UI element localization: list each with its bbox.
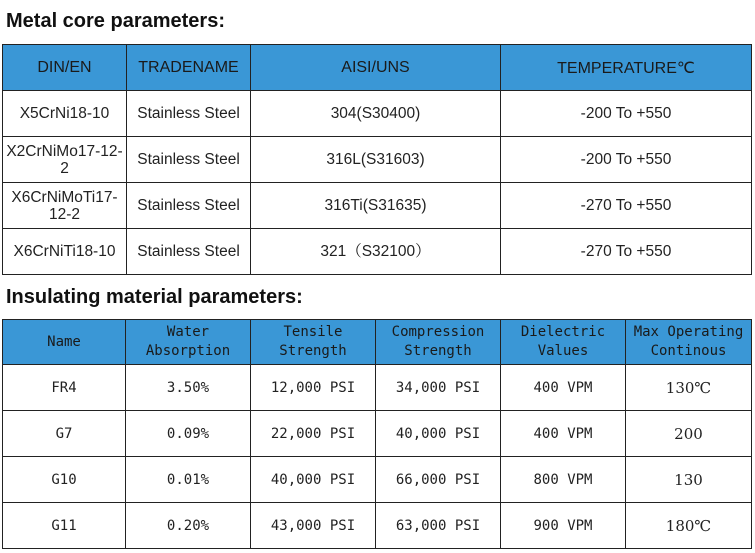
header-name [3,320,126,365]
header-temperature: TEMPERATURE℃ [501,45,752,91]
header-line: Dielectric [520,324,606,340]
cell-din-en: X6CrNiTi18-10 [3,229,127,275]
cell-tradename: Stainless Steel [127,137,251,183]
cell-water-absorption: 0.01% [126,457,251,503]
cell-max-operating: 130 [626,457,752,503]
table-row [3,503,752,549]
cell-tensile-strength: 22,000 PSI [251,411,376,457]
cell-tradename: Stainless Steel [127,91,251,137]
cell-dielectric-values: 400 VPM [501,411,626,457]
table-row [3,365,752,411]
table-row [3,411,752,457]
insulating-material-table [2,319,752,549]
metal-header-row [3,45,752,91]
cell-aisi-uns: 316L(S31603) [251,137,501,183]
header-line: Tensile [283,324,343,340]
cell-max-operating: 200 [626,411,752,457]
cell-name: FR4 [3,365,126,411]
header-max-operating [626,320,752,365]
cell-temperature: -200 To +550 [501,137,752,183]
header-tradename: TRADENAME [127,45,251,91]
header-din-en: DIN/EN [3,45,127,91]
cell-compression-strength: 34,000 PSI [376,365,501,411]
cell-name: G11 [3,503,126,549]
cell-tradename: Stainless Steel [127,183,251,229]
cell-tensile-strength: 43,000 PSI [251,503,376,549]
header-compression-strength [376,320,501,365]
cell-din-en: X5CrNi18-10 [3,91,127,137]
cell-tradename: Stainless Steel [127,229,251,275]
cell-name: G10 [3,457,126,503]
cell-compression-strength: 63,000 PSI [376,503,501,549]
table-row [3,137,752,183]
cell-max-operating: 130℃ [626,365,752,411]
header-line: Strength [279,343,347,359]
header-dielectric-values [501,320,626,365]
header-tensile-strength [251,320,376,365]
insulating-material-title: Insulating material parameters: [6,286,303,308]
cell-water-absorption: 0.09% [126,411,251,457]
header-aisi-uns: AISI/UNS [251,45,501,91]
table-row [3,457,752,503]
cell-compression-strength: 66,000 PSI [376,457,501,503]
cell-water-absorption: 3.50% [126,365,251,411]
cell-water-absorption: 0.20% [126,503,251,549]
cell-aisi-uns: 316Ti(S31635) [251,183,501,229]
cell-tensile-strength: 40,000 PSI [251,457,376,503]
metal-core-title: Metal core parameters: [6,10,225,32]
cell-aisi-uns: 321（S32100） [251,229,501,275]
cell-name: G7 [3,411,126,457]
cell-din-en: X6CrNiMoTi17-12-2 [3,183,127,229]
metal-core-table [2,44,752,275]
header-line: Compression [391,324,485,340]
cell-tensile-strength: 12,000 PSI [251,365,376,411]
cell-aisi-uns: 304(S30400) [251,91,501,137]
insulating-header-row [3,320,752,365]
cell-temperature: -200 To +550 [501,91,752,137]
cell-temperature: -270 To +550 [501,229,752,275]
cell-dielectric-values: 800 VPM [501,457,626,503]
header-line: Water [166,324,210,340]
header-line: Continous [650,343,727,359]
header-water-absorption [126,320,251,365]
header-line: Max Operating [633,324,744,340]
cell-temperature: -270 To +550 [501,183,752,229]
header-line: Absorption [145,343,231,359]
header-line: Values [537,343,589,359]
cell-dielectric-values: 400 VPM [501,365,626,411]
cell-din-en: X2CrNiMo17-12-2 [3,137,127,183]
table-row [3,183,752,229]
header-line: Strength [404,343,472,359]
cell-compression-strength: 40,000 PSI [376,411,501,457]
header-line: Name [47,333,81,350]
table-row [3,91,752,137]
cell-dielectric-values: 900 VPM [501,503,626,549]
cell-max-operating: 180℃ [626,503,752,549]
table-row [3,229,752,275]
